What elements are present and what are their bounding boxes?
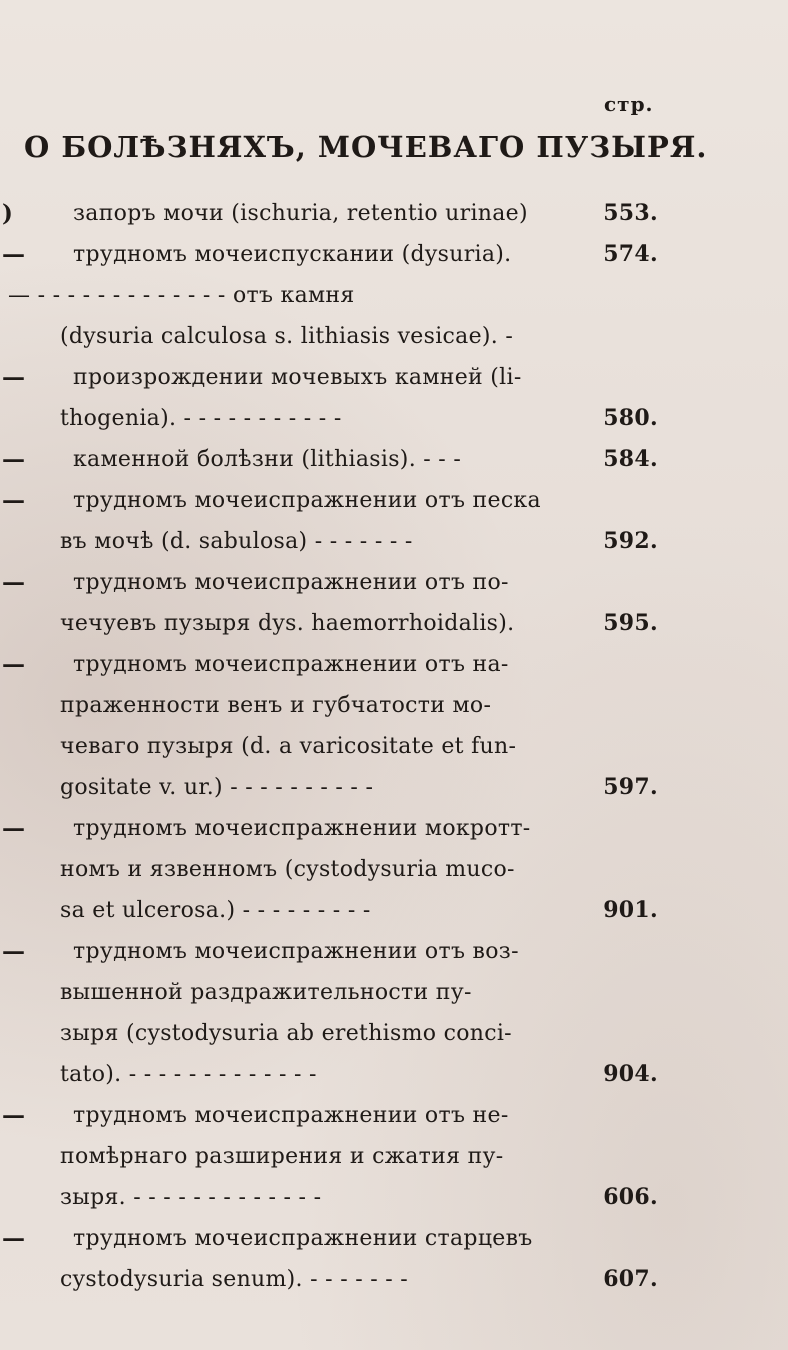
page-number: 580.	[603, 405, 658, 431]
index-entry	[0, 193, 788, 234]
entry-line	[60, 767, 658, 808]
entry-line	[73, 931, 658, 972]
index-entry	[0, 931, 788, 1095]
entry-text: произрождении мочевыхъ камней (li-	[73, 365, 522, 390]
entry-line	[60, 972, 658, 1013]
entry-text: трудномъ мочеиспражнении отъ песка	[73, 488, 541, 513]
entry-line	[60, 1136, 658, 1177]
entry-text: трудномъ мочеиспражнении мокротт-	[73, 816, 531, 841]
entry-text: зыря. - - - - - - - - - - - - -	[60, 1185, 322, 1210]
entry-line	[60, 849, 658, 890]
page-number: 597.	[603, 774, 658, 800]
entry-text: — - - - - - - - - - - - - - отъ камня	[8, 283, 355, 308]
entry-marker: —	[2, 569, 25, 596]
entry-text: чеваго пузыря (d. a varicositate et fun-	[60, 734, 517, 759]
index-entry	[0, 644, 788, 808]
entry-line	[73, 644, 658, 685]
entry-line	[73, 562, 658, 603]
entry-text: sa et ulcerosa.) - - - - - - - - -	[60, 898, 371, 923]
entry-marker: —	[2, 487, 25, 514]
entry-line	[73, 1218, 658, 1259]
page-number: 592.	[603, 528, 658, 554]
entry-line	[73, 193, 658, 234]
index-entry	[0, 1095, 788, 1218]
entry-text: зыря (cystodysuria ab erethismo conci-	[60, 1021, 512, 1046]
entry-text: запоръ мочи (ischuria, retentio urinae)	[73, 201, 528, 226]
entry-line	[73, 480, 658, 521]
entry-line	[60, 685, 658, 726]
entry-line	[60, 890, 658, 931]
running-head: стр.	[604, 92, 654, 116]
entry-line	[60, 1054, 658, 1095]
index-entry	[0, 1218, 788, 1300]
entry-text: трудномъ мочеиспражнении отъ воз-	[73, 939, 519, 964]
page-number: 901.	[603, 897, 658, 923]
entry-line	[73, 1095, 658, 1136]
entry-line	[60, 398, 658, 439]
entry-line	[60, 726, 658, 767]
entry-text: gositate v. ur.) - - - - - - - - - -	[60, 775, 374, 800]
entry-marker: —	[2, 241, 25, 268]
entry-marker: —	[2, 938, 25, 965]
entry-marker: —	[2, 1102, 25, 1129]
entry-text: tato). - - - - - - - - - - - - -	[60, 1062, 317, 1087]
entry-marker: )	[2, 200, 13, 227]
entry-text: номъ и язвенномъ (cystodysuria muco-	[60, 857, 515, 882]
entry-line	[73, 234, 658, 275]
page-number: 595.	[603, 610, 658, 636]
entry-text: трудномъ мочеиспражнении старцевъ	[73, 1226, 533, 1251]
entry-line	[73, 357, 658, 398]
entry-line	[73, 808, 658, 849]
index-entry	[0, 275, 788, 357]
entry-text: праженности венъ и губчатости мо-	[60, 693, 492, 718]
entry-line	[60, 316, 658, 357]
entry-text: каменной болѣзни (lithiasis). - - -	[73, 447, 462, 472]
page-number: 574.	[603, 241, 658, 267]
entry-text: помѣрнаго разширения и сжатия пу-	[60, 1144, 504, 1169]
page-number: 606.	[603, 1184, 658, 1210]
entry-text: чечуевъ пузыря dys. haemorrhoidalis).	[60, 611, 515, 636]
entry-text: вышенной раздражительности пу-	[60, 980, 472, 1005]
entry-marker: —	[2, 651, 25, 678]
index-entry	[0, 234, 788, 275]
entries-list	[0, 193, 788, 1300]
index-entry	[0, 439, 788, 480]
page-number: 553.	[603, 200, 658, 226]
index-entry	[0, 562, 788, 644]
section-title: О БОЛѢЗНЯХЪ, МОЧЕВАГО ПУЗЫРЯ.	[24, 130, 708, 164]
entry-text: трудномъ мочеиспражнении отъ по-	[73, 570, 509, 595]
entry-line	[60, 1177, 658, 1218]
entry-line	[73, 439, 658, 480]
entry-text: трудномъ мочеиспражнении отъ на-	[73, 652, 509, 677]
entry-line	[60, 1013, 658, 1054]
index-entry	[0, 808, 788, 931]
entry-text: thogenia). - - - - - - - - - - -	[60, 406, 342, 431]
entry-line	[60, 1259, 658, 1300]
entry-line	[60, 603, 658, 644]
entry-text: (dysuria calculosa s. lithiasis vesicae). -	[60, 324, 514, 349]
page-number: 904.	[603, 1061, 658, 1087]
entry-text: въ мочѣ (d. sabulosa) - - - - - - -	[60, 529, 413, 554]
index-entry	[0, 357, 788, 439]
index-entry	[0, 480, 788, 562]
entry-line	[8, 275, 658, 316]
entry-marker: —	[2, 446, 25, 473]
entry-text: трудномъ мочеиспускании (dysuria).	[73, 242, 512, 267]
entry-line	[60, 521, 658, 562]
entry-text: cystodysuria senum). - - - - - - -	[60, 1267, 409, 1292]
entry-marker: —	[2, 815, 25, 842]
entry-text: трудномъ мочеиспражнении отъ не-	[73, 1103, 509, 1128]
entry-marker: —	[2, 364, 25, 391]
page-number: 607.	[603, 1266, 658, 1292]
page-number: 584.	[603, 446, 658, 472]
entry-marker: —	[2, 1225, 25, 1252]
